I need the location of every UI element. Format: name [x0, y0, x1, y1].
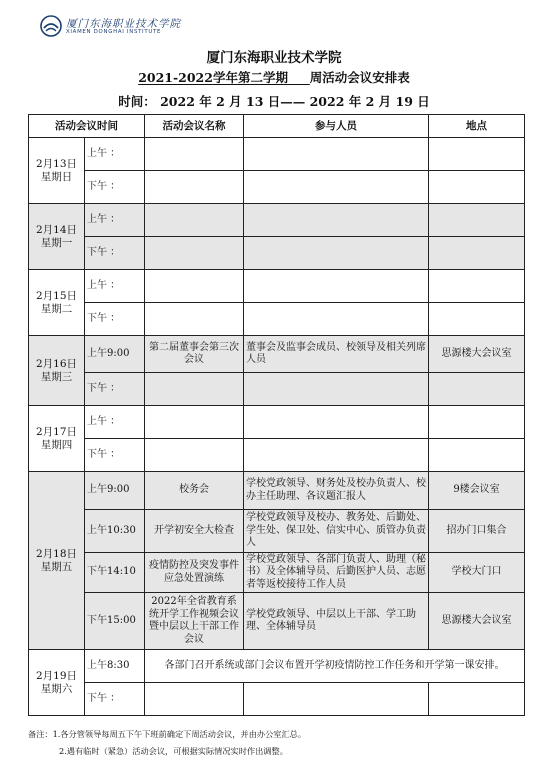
attendees-cell [244, 204, 429, 237]
week-blank [288, 70, 310, 85]
date-cell: 2月13日 星期日 [29, 138, 85, 204]
attendees-cell: 学校党政领导、中层以上干部、学工助理、全体辅导员 [244, 593, 429, 650]
school-logo [40, 14, 180, 40]
time-cell: 上午8:30 [85, 650, 145, 683]
meeting-name-cell: 疫情防控及突发事件应急处置演练 [145, 553, 244, 593]
meeting-name-cell [145, 406, 244, 439]
time-range: 时间： 2022 年 2 月 13 日—— 2022 年 2 月 19 日 [118, 94, 430, 109]
time-cell: 上午 ： [85, 270, 145, 303]
table-row [29, 303, 525, 336]
meeting-name-cell [145, 683, 244, 716]
time-cell: 上午 ： [85, 204, 145, 237]
table-row [29, 270, 525, 303]
table-row [29, 650, 525, 683]
location-cell [429, 237, 525, 270]
time-cell: 上午 ： [85, 406, 145, 439]
location-cell [429, 171, 525, 204]
attendees-cell [244, 439, 429, 472]
location-cell [429, 138, 525, 171]
location-cell: 招办门口集合 [429, 510, 525, 553]
semester-suffix: 学期 [263, 70, 289, 85]
location-cell [429, 303, 525, 336]
schedule-subtitle [0, 68, 548, 86]
location-cell [429, 406, 525, 439]
date-cell: 2月15日 星期二 [29, 270, 85, 336]
table-row [29, 171, 525, 204]
attendees-cell [244, 373, 429, 406]
attendees-cell [244, 303, 429, 336]
school-emblem-icon [40, 15, 62, 37]
column-header-attendees: 参与人员 [244, 115, 429, 138]
date-cell: 2月19日 星期六 [29, 650, 85, 716]
meeting-name-cell [145, 171, 244, 204]
attendees-cell [244, 406, 429, 439]
attendees-cell: 学校党政领导、财务处及校办负责人、校办主任助理、各议题汇报人 [244, 472, 429, 510]
column-header-name: 活动会议名称 [145, 115, 244, 138]
location-cell [429, 439, 525, 472]
time-cell: 下午 ： [85, 439, 145, 472]
date-cell: 2月17日 星期四 [29, 406, 85, 472]
note-line-2: 2.遇有临时（紧急）活动会议，可根据实际情况实时作出调整。 [59, 746, 288, 756]
attendees-cell [244, 270, 429, 303]
meeting-name-cell [145, 270, 244, 303]
time-cell: 上午10:30 [85, 510, 145, 553]
table-row [29, 593, 525, 650]
attendees-cell [244, 171, 429, 204]
location-cell: 思源楼大会议室 [429, 336, 525, 373]
time-cell: 下午14:10 [85, 553, 145, 593]
logo-school-name-en: XIAMEN DONGHAI INSTITUTE [66, 29, 162, 35]
location-cell [429, 204, 525, 237]
column-header-time: 活动会议时间 [29, 115, 145, 138]
attendees-cell [244, 237, 429, 270]
meeting-name-cell [145, 138, 244, 171]
semester-number: 二 [250, 70, 263, 85]
schedule-table [28, 114, 525, 716]
week-suffix: 周活动会议安排表 [309, 70, 410, 85]
attendees-cell [244, 138, 429, 171]
date-cell: 2月18日 星期五 [29, 472, 85, 650]
table-row [29, 237, 525, 270]
page-title: 厦门东海职业技术学院 [206, 50, 342, 66]
table-row [29, 373, 525, 406]
table-row [29, 439, 525, 472]
table-row [29, 510, 525, 553]
date-cell: 2月14日 星期一 [29, 204, 85, 270]
time-cell: 上午 ： [85, 138, 145, 171]
meeting-name-cell [145, 204, 244, 237]
merged-activity-cell: 各部门召开系统或部门会议布置开学初疫情防控工作任务和开学第一课安排。 [145, 650, 525, 683]
date-cell: 2月16日 星期三 [29, 336, 85, 406]
time-cell: 下午 ： [85, 373, 145, 406]
time-cell: 上午9:00 [85, 472, 145, 510]
attendees-cell: 董事会及监事会成员、校领导及相关列席人员 [244, 336, 429, 373]
meeting-name-cell [145, 237, 244, 270]
logo-school-name-cn: 厦门东海职业技术学院 [66, 18, 181, 30]
attendees-cell: 学校党政领导、各部门负责人、助理（秘书）及全体辅导员、后勤医护人员、志愿者等返校接待工作人员 [244, 553, 429, 593]
table-row [29, 204, 525, 237]
year-range: 2021-2022 [138, 70, 213, 85]
meeting-name-cell: 开学初安全大检查 [145, 510, 244, 553]
location-cell [429, 373, 525, 406]
time-cell: 下午 ： [85, 683, 145, 716]
time-cell: 上午9:00 [85, 336, 145, 373]
meeting-name-cell [145, 303, 244, 336]
table-row [29, 683, 525, 716]
meeting-name-cell [145, 439, 244, 472]
location-cell: 学校大门口 [429, 553, 525, 593]
time-cell: 下午 ： [85, 171, 145, 204]
note-line-1: 备注：1.各分管领导每周五下午下班前确定下周活动会议，并由办公室汇总。 [28, 729, 307, 739]
time-cell: 下午 ： [85, 237, 145, 270]
table-row [29, 138, 525, 171]
time-cell: 下午15:00 [85, 593, 145, 650]
table-row [29, 336, 525, 373]
meeting-name-cell: 第二届董事会第三次会议 [145, 336, 244, 373]
notes [28, 726, 306, 760]
meeting-name-cell [145, 373, 244, 406]
table-row [29, 406, 525, 439]
location-cell: 9楼会议室 [429, 472, 525, 510]
time-cell: 下午 ： [85, 303, 145, 336]
table-header-row [29, 115, 525, 138]
column-header-location: 地点 [429, 115, 525, 138]
meeting-name-cell: 2022年全省教育系统开学工作视频会议暨中层以上干部工作会议 [145, 593, 244, 650]
table-row [29, 472, 525, 510]
meeting-name-cell: 校务会 [145, 472, 244, 510]
semester-prefix: 学年第 [212, 70, 251, 85]
location-cell [429, 683, 525, 716]
location-cell [429, 270, 525, 303]
location-cell: 思源楼大会议室 [429, 593, 525, 650]
attendees-cell [244, 683, 429, 716]
table-row [29, 553, 525, 593]
attendees-cell: 学校党政领导及校办、教务处、后勤处、学生处、保卫处、信实中心、质管办负责人 [244, 510, 429, 553]
